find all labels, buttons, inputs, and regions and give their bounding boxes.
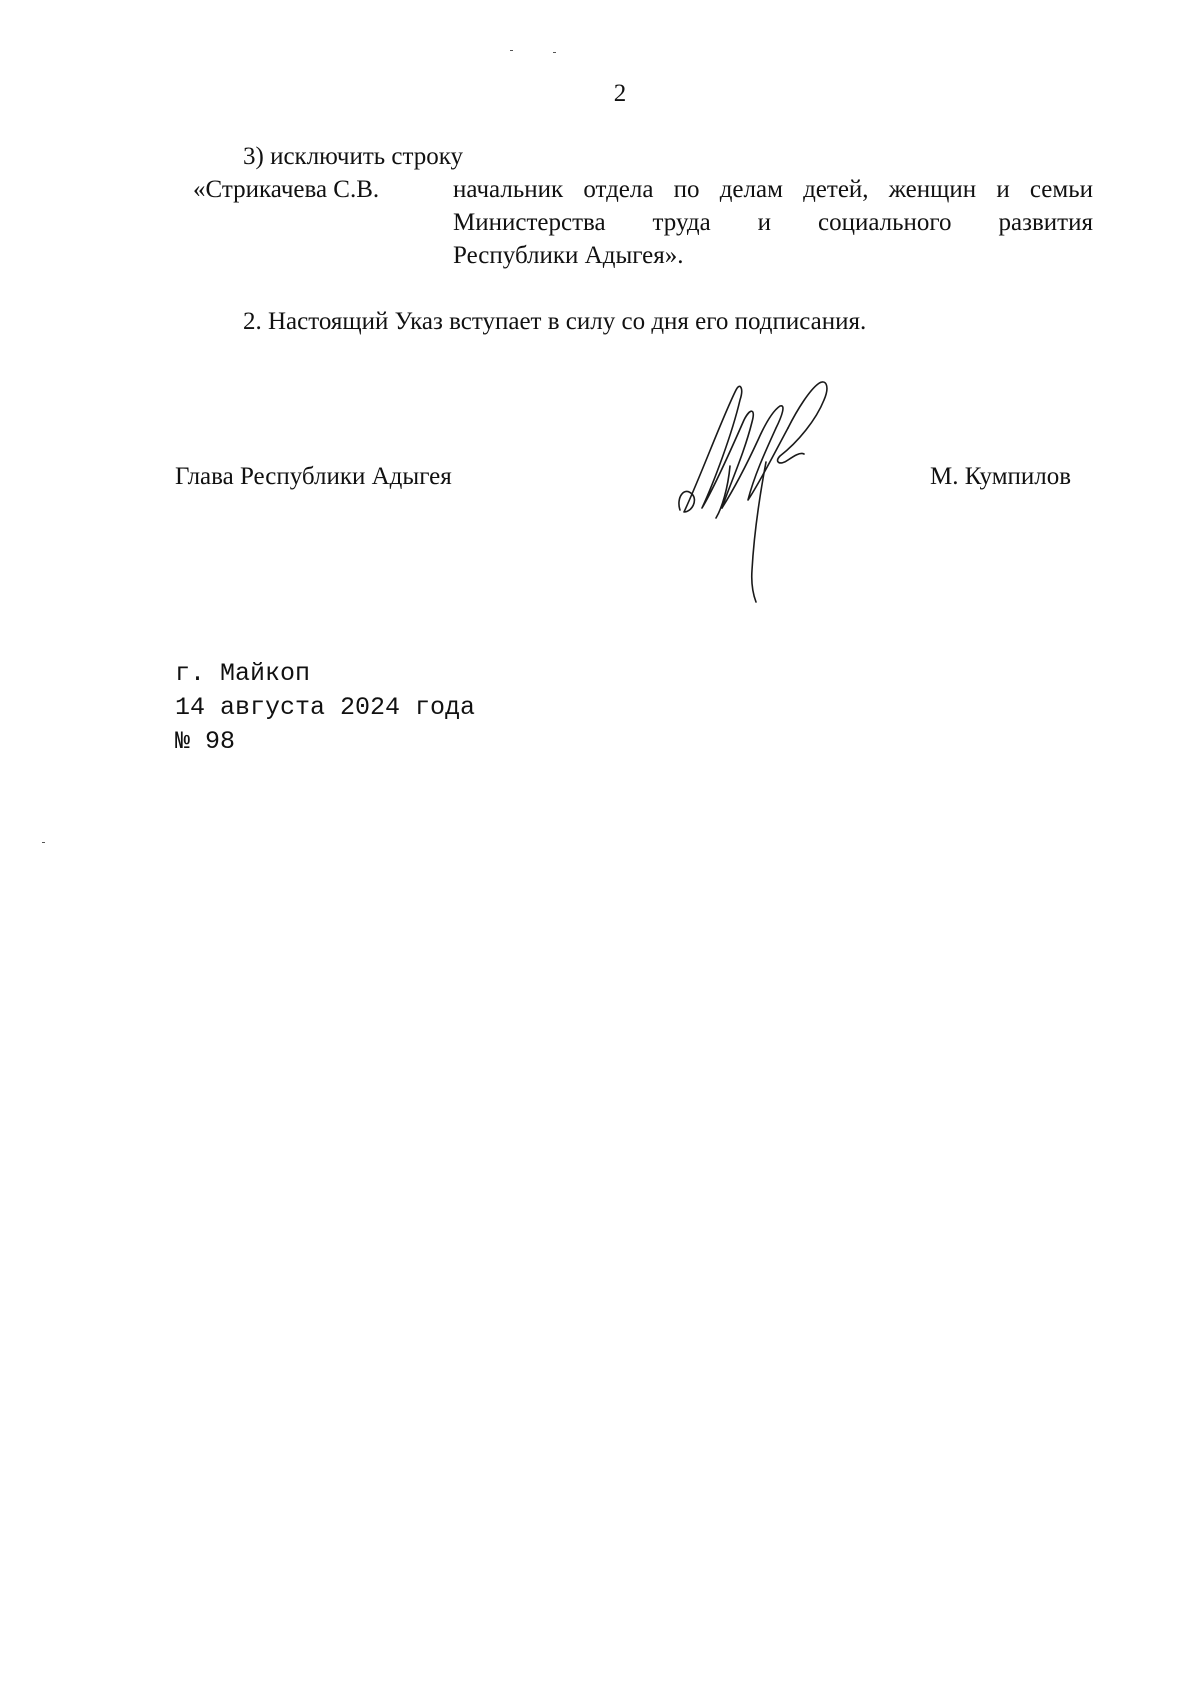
scan-speck [553,52,556,53]
issue-place: г. Майкоп [175,659,311,688]
scan-speck [42,842,45,843]
signer-title: Глава Республики Адыгея [175,463,452,490]
amendment-item-heading: 3) исключить строку [243,143,464,170]
handwritten-signature [670,370,870,610]
position-line: начальник отдела по делам детей, женщин и семьи [453,176,1093,203]
page-number: 2 [613,80,627,107]
issue-date: 14 августа 2024 года [175,693,476,722]
decree-number: № 98 [175,727,236,756]
clause-2-text: 2. Настоящий Указ вступает в силу со дня его подписания. [243,308,867,335]
position-line: Министерства труда и социального развития [453,209,1093,236]
excluded-person-name: «Стрикачева С.В. [193,176,380,203]
scan-speck [510,50,513,51]
excluded-person-position [453,173,1093,272]
excluded-row [193,173,1093,283]
signer-name: М. Кумпилов [930,463,1072,490]
position-line: Республики Адыгея». [453,242,684,269]
